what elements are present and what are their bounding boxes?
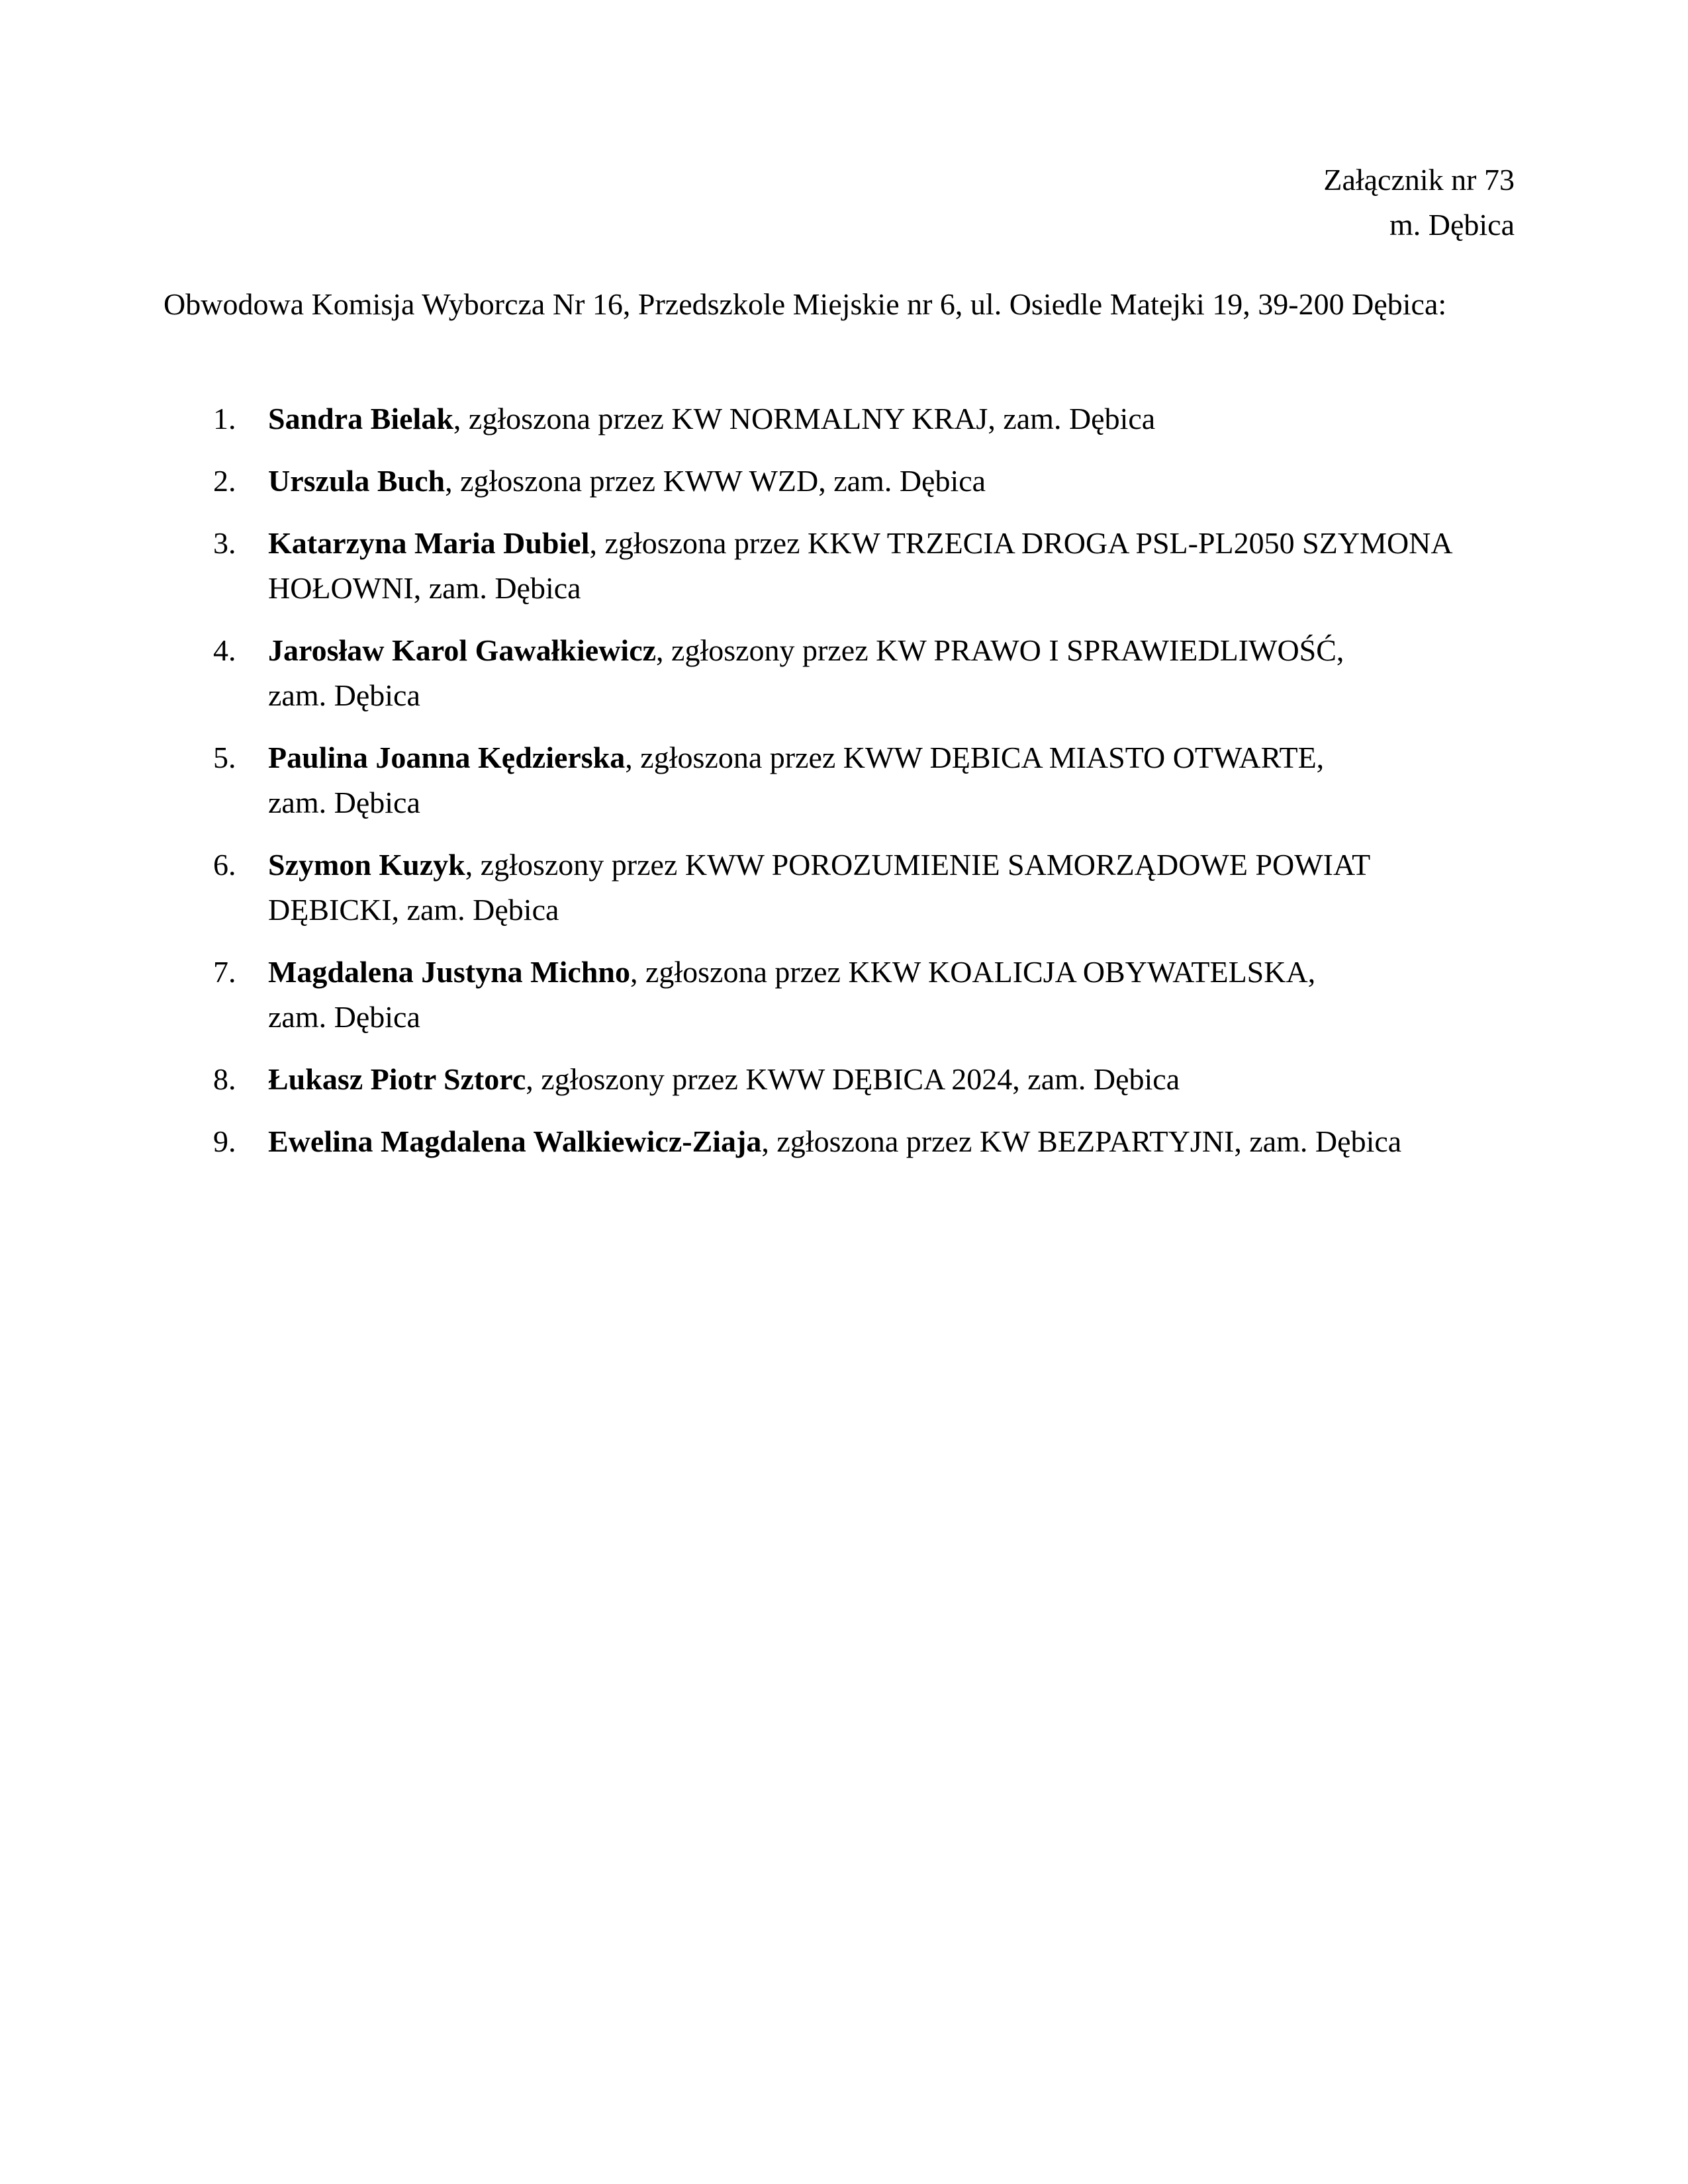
member-details: , zgłoszona przez KW BEZPARTYJNI, zam. Dębica	[761, 1124, 1402, 1158]
item-text	[268, 459, 1526, 504]
member-details: , zgłoszony przez KWW DĘBICA 2024, zam. Dębica	[526, 1062, 1180, 1096]
member-details: , zgłoszona przez KWW DĘBICA MIASTO OTWARTE,	[625, 741, 1325, 774]
item-text	[268, 735, 1526, 825]
list-item	[0, 735, 1526, 825]
member-details: , zgłoszony przez KWW POROZUMIENIE SAMORZĄDOWE POWIAT	[465, 848, 1371, 882]
member-name: Łukasz Piotr Sztorc	[268, 1062, 526, 1096]
item-line	[268, 1119, 1526, 1164]
item-number: 2.	[213, 464, 236, 498]
item-number: 4.	[213, 633, 236, 667]
list-item	[0, 396, 1526, 441]
list-item	[0, 950, 1526, 1040]
list-item	[0, 842, 1526, 933]
item-line	[268, 1057, 1526, 1102]
item-line	[268, 396, 1526, 441]
member-list	[0, 396, 1688, 1181]
item-line-continuation: zam. Dębica	[268, 1000, 420, 1034]
item-line-continuation: zam. Dębica	[268, 678, 420, 712]
member-name: Paulina Joanna Kędzierska	[268, 741, 626, 774]
item-number: 8.	[213, 1062, 236, 1096]
member-name: Urszula Buch	[268, 464, 445, 498]
member-name: Jarosław Karol Gawałkiewicz	[268, 633, 657, 667]
item-line-continuation: zam. Dębica	[268, 786, 420, 819]
item-number: 5.	[213, 741, 236, 774]
item-number: 1.	[213, 402, 236, 435]
item-text	[268, 521, 1526, 611]
member-details: , zgłoszony przez KW PRAWO I SPRAWIEDLIWOŚĆ,	[656, 633, 1344, 667]
item-text	[268, 950, 1526, 1040]
item-number: 7.	[213, 955, 236, 989]
list-item	[0, 628, 1526, 718]
member-name: Szymon Kuzyk	[268, 848, 465, 882]
item-number: 9.	[213, 1124, 236, 1158]
member-details: , zgłoszona przez KWW WZD, zam. Dębica	[445, 464, 986, 498]
item-number: 6.	[213, 848, 236, 882]
list-item	[0, 1057, 1526, 1102]
item-text	[268, 396, 1526, 441]
member-name: Katarzyna Maria Dubiel	[268, 526, 590, 560]
attachment-number: Załącznik nr 73	[1323, 163, 1515, 197]
item-number: 3.	[213, 526, 236, 560]
list-item	[0, 459, 1526, 504]
member-name: Sandra Bielak	[268, 402, 453, 435]
list-item	[0, 1119, 1526, 1164]
member-name: Ewelina Magdalena Walkiewicz-Ziaja	[268, 1124, 762, 1158]
member-details: , zgłoszona przez KKW KOALICJA OBYWATELSKA,	[630, 955, 1316, 989]
item-line	[268, 628, 1526, 673]
item-text	[268, 1057, 1526, 1102]
item-line	[268, 842, 1526, 887]
list-item	[0, 521, 1526, 611]
item-line	[268, 735, 1526, 780]
item-line	[268, 950, 1526, 995]
member-details: , zgłoszona przez KKW TRZECIA DROGA PSL-PL2050 SZYMONA	[589, 526, 1453, 560]
item-line-continuation: DĘBICKI, zam. Dębica	[268, 893, 559, 927]
item-text	[268, 1119, 1526, 1164]
member-details: , zgłoszona przez KW NORMALNY KRAJ, zam. Dębica	[453, 402, 1156, 435]
commission-title: Obwodowa Komisja Wyborcza Nr 16, Przedszkole Miejskie nr 6, ul. Osiedle Matejki 19, 39-200 Dębica:	[164, 287, 1447, 321]
item-line-continuation: HOŁOWNI, zam. Dębica	[268, 571, 581, 605]
item-text	[268, 628, 1526, 718]
member-name: Magdalena Justyna Michno	[268, 955, 630, 989]
item-text	[268, 842, 1526, 933]
municipality-name: m. Dębica	[1389, 208, 1515, 242]
item-line	[268, 521, 1526, 566]
item-line	[268, 459, 1526, 504]
attachment-header	[1323, 158, 1515, 248]
